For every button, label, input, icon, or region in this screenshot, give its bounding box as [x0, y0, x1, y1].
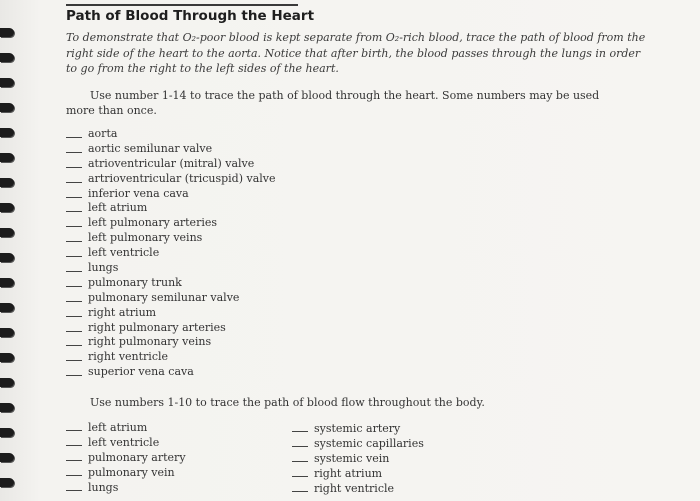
list-item	[292, 436, 424, 451]
binding-ring	[0, 253, 14, 262]
heart-instructions: Use number 1-14 to trace the path of blood through the heart. Some numbers may be used more than once.	[66, 89, 600, 117]
body-path-list-right	[292, 421, 424, 496]
list-item	[66, 480, 186, 495]
answer-blank[interactable]	[66, 276, 82, 287]
item-label: right atrium	[88, 305, 157, 319]
list-item	[66, 187, 276, 202]
answer-blank[interactable]	[292, 421, 308, 432]
binding-ring	[0, 178, 14, 187]
answer-blank[interactable]	[292, 451, 308, 462]
answer-blank[interactable]	[66, 201, 82, 212]
item-label: left ventricle	[88, 246, 160, 260]
binding-ring	[0, 328, 14, 337]
list-item	[66, 201, 276, 216]
answer-blank[interactable]	[66, 350, 82, 361]
item-label: superior vena cava	[88, 365, 194, 379]
item-label: left atrium	[88, 201, 148, 215]
binding-ring	[0, 78, 14, 87]
answer-blank[interactable]	[66, 480, 82, 491]
item-label: right pulmonary veins	[88, 335, 212, 349]
list-item	[66, 276, 276, 291]
list-item	[292, 466, 424, 481]
binding-ring	[0, 153, 14, 162]
item-label: left pulmonary arteries	[88, 216, 218, 230]
answer-blank[interactable]	[66, 306, 82, 317]
item-label: aorta	[88, 127, 118, 140]
answer-blank[interactable]	[66, 127, 82, 138]
list-item	[66, 142, 276, 157]
item-label: inferior vena cava	[88, 186, 189, 200]
answer-blank[interactable]	[66, 450, 82, 461]
item-label: pulmonary semilunar valve	[88, 290, 240, 304]
list-item	[66, 321, 276, 336]
binding-ring	[0, 128, 14, 137]
answer-blank[interactable]	[66, 465, 82, 476]
title-rule	[66, 4, 298, 6]
list-item	[66, 261, 276, 276]
list-item	[292, 421, 424, 436]
answer-blank[interactable]	[292, 481, 308, 492]
answer-blank[interactable]	[66, 335, 82, 346]
answer-blank[interactable]	[292, 436, 308, 447]
answer-blank[interactable]	[292, 466, 308, 477]
intro-paragraph: To demonstrate that O₂-poor blood is kept separate from O₂-rich blood, trace the path of blood from the right side of the heart to the aorta. Notice that after birth, the blood passes through the lungs in order to go from the right to the left sides of the heart.	[66, 31, 646, 75]
page-title: Path of Blood Through the Heart	[66, 8, 315, 24]
binding-ring	[0, 353, 14, 362]
item-label: systemic artery	[314, 422, 401, 435]
answer-blank[interactable]	[66, 216, 82, 227]
item-label: right ventricle	[314, 482, 395, 495]
binding-ring	[0, 403, 14, 412]
answer-blank[interactable]	[66, 142, 82, 153]
item-label: pulmonary trunk	[88, 275, 182, 289]
list-item	[66, 157, 276, 172]
binding-ring	[0, 378, 14, 387]
body-instructions: Use numbers 1-10 to trace the path of blood flow throughout the body.	[90, 396, 485, 409]
item-label: left atrium	[88, 421, 148, 434]
answer-blank[interactable]	[66, 291, 82, 302]
item-label: pulmonary vein	[88, 466, 175, 479]
item-label: lungs	[88, 481, 119, 494]
item-label: right pulmonary arteries	[88, 320, 226, 334]
list-item	[66, 246, 276, 261]
list-item	[66, 365, 276, 380]
list-item	[66, 231, 276, 246]
item-label: left pulmonary veins	[88, 231, 203, 245]
spiral-binding	[0, 0, 18, 501]
item-label: systemic capillaries	[314, 437, 424, 450]
answer-blank[interactable]	[66, 187, 82, 198]
answer-blank[interactable]	[66, 157, 82, 168]
item-label: left ventricle	[88, 436, 160, 449]
list-item	[66, 435, 186, 450]
list-item	[66, 420, 186, 435]
answer-blank[interactable]	[66, 321, 82, 332]
list-item	[66, 450, 186, 465]
list-item	[66, 465, 186, 480]
list-item	[66, 335, 276, 350]
body-path-list-left	[66, 420, 186, 495]
binding-ring	[0, 28, 14, 37]
binding-ring	[0, 103, 14, 112]
answer-blank[interactable]	[66, 246, 82, 257]
binding-ring	[0, 428, 14, 437]
answer-blank[interactable]	[66, 420, 82, 431]
answer-blank[interactable]	[66, 172, 82, 183]
binding-ring	[0, 53, 14, 62]
item-label: pulmonary artery	[88, 451, 186, 464]
item-label: lungs	[88, 261, 119, 275]
list-item	[292, 451, 424, 466]
item-label: systemic vein	[314, 452, 390, 465]
binding-ring	[0, 453, 14, 462]
binding-ring	[0, 203, 14, 212]
list-item	[66, 127, 276, 142]
item-label: atrioventricular (mitral) valve	[88, 156, 255, 170]
binding-ring	[0, 303, 14, 312]
list-item	[66, 291, 276, 306]
heart-path-list	[66, 127, 276, 380]
answer-blank[interactable]	[66, 435, 82, 446]
item-label: aortic semilunar valve	[88, 141, 213, 155]
list-item	[292, 481, 424, 496]
answer-blank[interactable]	[66, 365, 82, 376]
item-label: right ventricle	[88, 350, 169, 364]
list-item	[66, 172, 276, 187]
list-item	[66, 216, 276, 231]
binding-ring	[0, 478, 14, 487]
answer-blank[interactable]	[66, 231, 82, 242]
item-label: right atrium	[314, 467, 383, 480]
answer-blank[interactable]	[66, 261, 82, 272]
binding-ring	[0, 278, 14, 287]
list-item	[66, 306, 276, 321]
binding-ring	[0, 228, 14, 237]
item-label: artrioventricular (tricuspid) valve	[88, 171, 276, 185]
list-item	[66, 350, 276, 365]
